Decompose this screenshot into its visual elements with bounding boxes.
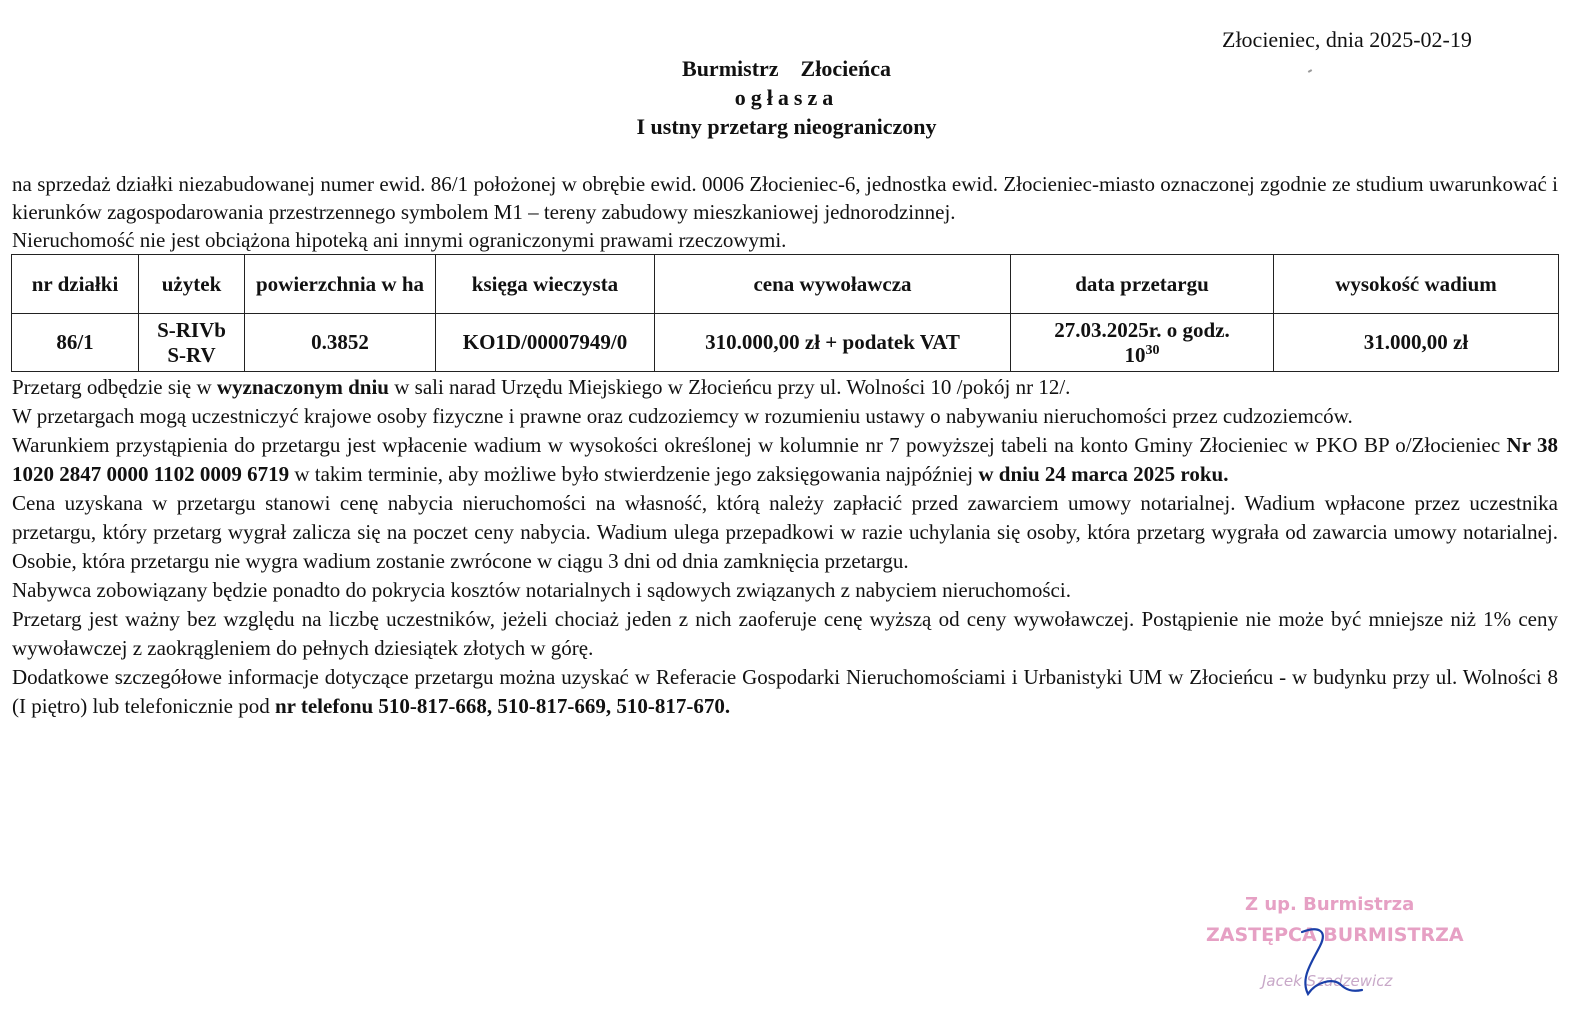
announces-heading: ogłasza bbox=[734, 85, 839, 110]
tender-date-text: 27.03.2025r. o godz. bbox=[1054, 317, 1230, 342]
paragraph-costs: Nabywca zobowiązany będzie ponadto do pokrycia kosztów notarialnych i sądowych związanych z nabyciem nieruchomości. bbox=[12, 578, 1071, 602]
deposit-deadline: w dniu 24 marca 2025 roku. bbox=[978, 462, 1229, 486]
stamp-line-title: ZASTĘPCA BURMISTRZA bbox=[1206, 924, 1464, 946]
table-row bbox=[12, 314, 1559, 372]
document-date: Złocieniec, dnia 2025-02-19 bbox=[1222, 27, 1472, 52]
header-plot-number: nr działki bbox=[12, 255, 139, 314]
table-header-row bbox=[12, 255, 1559, 314]
cell-land-use bbox=[139, 314, 245, 372]
header-tender-date: data przetargu bbox=[1011, 255, 1274, 314]
header-area: powierzchnia w ha bbox=[245, 255, 436, 314]
header-land-use: użytek bbox=[139, 255, 245, 314]
cell-tender-date bbox=[1011, 314, 1274, 372]
intro-paragraph-plot: na sprzedaż działki niezabudowanej numer ewid. 86/1 położonej w obrębie ewid. 0006 Złocieniec-6, jednostka ewid. Złocieniec-miasto oznaczonej zgodnie ze studium uwarunkować i kierunków zagospodarowania przestrzennego symbolem M1 – tereny zabudowy mieszkaniowej jednorodzinnej. bbox=[12, 172, 1558, 224]
venue-text-2: w sali narad Urzędu Miejskiego w Złocieńcu przy ul. Wolności 10 /pokój nr 12/. bbox=[388, 375, 1071, 399]
cell-plot-number: 86/1 bbox=[12, 314, 139, 372]
paragraph-participants: W przetargach mogą uczestniczyć krajowe osoby fizyczne i prawne oraz cudzoziemcy w rozumieniu ustawy o nabywaniu nieruchomości przez cudzoziemców. bbox=[12, 404, 1353, 428]
cell-land-register: KO1D/00007949/0 bbox=[436, 314, 655, 372]
plot-table bbox=[11, 254, 1559, 372]
tender-time bbox=[1017, 343, 1267, 368]
stamp-line-name: Jacek Szadzewicz bbox=[1262, 972, 1393, 990]
cell-deposit: 31.000,00 zł bbox=[1274, 314, 1559, 372]
paragraph-deposit-conditions bbox=[12, 431, 1558, 489]
handwritten-signature bbox=[1280, 920, 1370, 1000]
tender-time-minutes: 30 bbox=[1145, 342, 1160, 358]
bank-account-number: Nr 38 1020 2847 0000 1102 0009 6719 bbox=[12, 433, 1558, 486]
land-use-class-2: S-RV bbox=[167, 342, 216, 367]
venue-text-bold: wyznaczonym dniu bbox=[216, 375, 389, 399]
stamp-line-authority: Z up. Burmistrza bbox=[1245, 894, 1415, 915]
issuer-title: Burmistrz Złocieńca bbox=[682, 56, 891, 81]
venue-text-1: Przetarg odbędzie się w bbox=[12, 375, 217, 399]
document-header bbox=[0, 54, 1573, 141]
tender-title: I ustny przetarg nieograniczony bbox=[636, 114, 937, 139]
tender-time-hour: 10 bbox=[1124, 342, 1146, 367]
paragraph-contact bbox=[12, 663, 1558, 721]
contact-text: Dodatkowe szczegółowe informacje dotyczące przetargu można uzyskać w Referacie Gospodarki Nieruchomościami i Urbanistyki UM w Złocieńcu - w budynku przy ul. Wolności 8 (I piętro) lub telefonicznie pod bbox=[12, 665, 1558, 718]
header-deposit: wysokość wadium bbox=[1274, 255, 1559, 314]
paragraph-validity: Przetarg jest ważny bez względu na liczbę uczestników, jeżeli chociaż jeden z nich zaoferuje cenę wyższą od ceny wywoławczej. Postąpienie nie może być mniejsze niż 1% ceny wywoławczej z zaokrągleniem do pełnych dziesiątek złotych w górę. bbox=[12, 607, 1558, 660]
cell-starting-price: 310.000,00 zł + podatek VAT bbox=[655, 314, 1011, 372]
header-land-register: księga wieczysta bbox=[436, 255, 655, 314]
cell-area: 0.3852 bbox=[245, 314, 436, 372]
paragraph-price-rules: Cena uzyskana w przetargu stanowi cenę nabycia nieruchomości na własność, którą należy zapłacić przed zawarciem umowy notarialnej. Wadium wpłacone przez uczestnika przetargu, który przetarg wygrał zalicza się na poczet ceny nabycia. Wadium ulega przepadkowi w razie uchylania się osoby, która przetarg wygrała od zawarcia umowy notarialnej. Osobie, która przetargu nie wygra wadium zostanie zwrócone w ciągu 3 dni od dnia zamknięcia przetargu. bbox=[12, 491, 1558, 573]
deposit-text-1: Warunkiem przystąpienia do przetargu jest wpłacenie wadium w wysokości określonej w kolumnie nr 7 powyższej tabeli na konto Gminy Złocieniec w PKO BP o/Złocieniec bbox=[12, 433, 1507, 457]
contact-phones: nr telefonu 510-817-668, 510-817-669, 510-817-670. bbox=[274, 694, 731, 718]
intro-paragraph-encumbrance: Nieruchomość nie jest obciążona hipoteką ani innymi ograniczonymi prawami rzeczowymi. bbox=[12, 228, 787, 252]
intro-text bbox=[12, 170, 1558, 254]
paragraph-venue bbox=[12, 373, 1558, 402]
header-starting-price: cena wywoławcza bbox=[655, 255, 1011, 314]
announcement-body bbox=[12, 373, 1558, 721]
deposit-text-2: w takim terminie, aby możliwe było stwierdzenie jego zaksięgowania najpóźniej bbox=[289, 462, 979, 486]
land-use-class-1: S-RIVb bbox=[157, 317, 226, 342]
